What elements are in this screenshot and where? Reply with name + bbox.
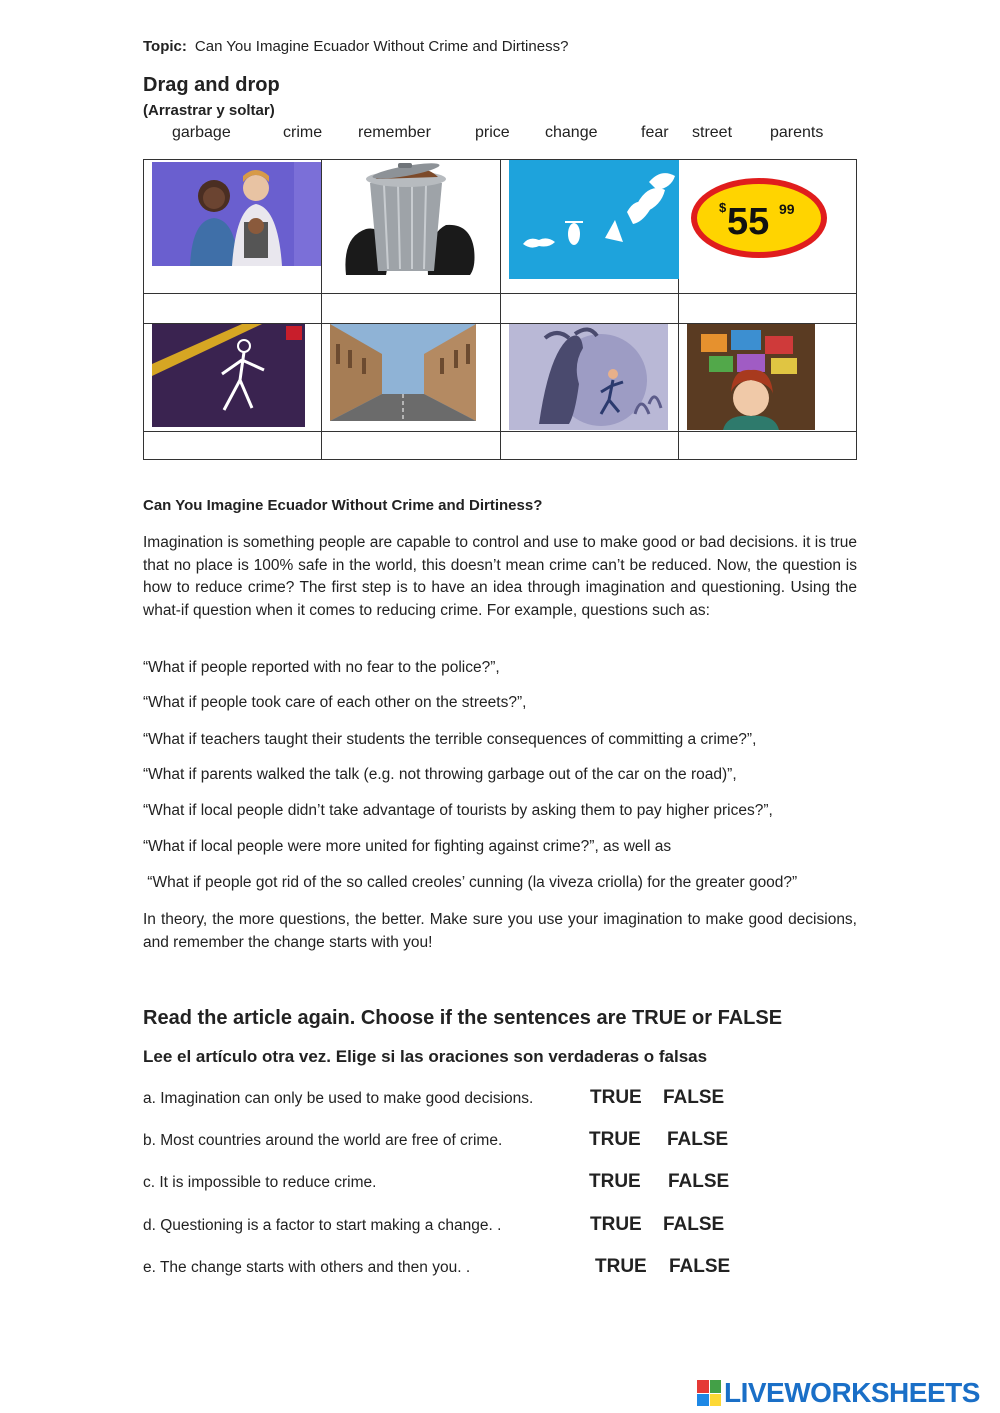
word-garbage[interactable]: garbage [172,124,231,141]
image-cell-parents [144,160,322,294]
word-fear[interactable]: fear [641,124,669,141]
price-tag-image [689,176,829,260]
question-4: “What if parents walked the talk (e.g. not throwing garbage out of the car on the road)”, [143,766,737,783]
liveworksheets-logo-text: LIVEWORKSHEETS [724,1377,980,1408]
statement-c: c. It is impossible to reduce crime. [143,1174,377,1191]
article-conclusion: In theory, the more questions, the better. Make sure you use your imagination to make good decisions, and remember the change starts with you! [143,911,857,951]
liveworksheets-logo [697,1377,980,1409]
drop-slot-3[interactable] [500,294,678,324]
liveworksheets-logo-icon [697,1380,721,1406]
image-cell-street [322,324,500,432]
word-crime[interactable]: crime [283,124,323,141]
question-6: “What if local people were more united for fighting against crime?”, as well as [143,838,672,855]
article-intro: Imagination is something people are capable to control and use to make good or bad decisions. it is true that no place is 100% safe in the world, this doesn’t mean crime can’t be reduced. Now, the question is how to reduce crime? The first step is to have an idea through imagination and questioning. Using the what-if question when it comes to reducing crime. For example, questions such as: [143,534,857,619]
question-2: “What if people took care of each other on the streets?”, [143,694,527,711]
topic-line [143,38,568,55]
image-cell-fear [500,324,678,432]
street-image [330,324,476,421]
statement-d: d. Questioning is a factor to start making a change. . [143,1217,502,1234]
exercise-title: Read the article again. Choose if the sentences are TRUE or FALSE [143,1007,783,1029]
true-option-a[interactable]: TRUE [590,1087,642,1108]
statement-a: a. Imagination can only be used to make good decisions. [143,1090,534,1107]
question-3: “What if teachers taught their students the terrible consequences of committing a crime?”, [143,731,757,748]
true-option-d[interactable]: TRUE [590,1214,642,1235]
question-5: “What if local people didn’t take advantage of tourists by asking them to pay higher prices?”, [143,802,773,819]
question-1: “What if people reported with no fear to the police?”, [143,659,500,676]
image-cell-crime [144,324,322,432]
drop-slot-5[interactable] [144,432,322,460]
drop-slot-8[interactable] [678,432,856,460]
price-dollar: $ [718,200,726,215]
crime-scene-image [152,324,305,427]
true-option-b[interactable]: TRUE [589,1129,641,1150]
drag-drop-subtitle: (Arrastrar y soltar) [143,102,275,119]
true-option-c[interactable]: TRUE [589,1171,641,1192]
price-cents: 99 [778,201,795,217]
topic-label: Topic: [143,38,187,55]
image-cell-remember [678,324,856,432]
image-cell-garbage [322,160,500,294]
drop-slot-7[interactable] [500,432,678,460]
memories-image [687,324,815,430]
question-7: “What if people got rid of the so called creoles’ cunning (la viveza criolla) for the greater good?” [143,874,798,891]
word-parents[interactable]: parents [770,124,824,141]
drop-slot-1[interactable] [144,294,322,324]
word-price[interactable]: price [475,124,510,141]
statement-e: e. The change starts with others and then you. . [143,1259,471,1276]
drag-drop-title: Drag and drop [143,74,280,96]
true-option-e[interactable]: TRUE [595,1256,647,1277]
word-remember[interactable]: remember [358,124,431,141]
exercise-subtitle: Lee el artículo otra vez. Elige si las oraciones son verdaderas o falsas [143,1047,708,1066]
word-street[interactable]: street [692,124,733,141]
word-change[interactable]: change [545,124,598,141]
image-match-table [143,159,857,460]
drop-slot-2[interactable] [322,294,500,324]
price-amount: 55 [726,201,770,243]
false-option-e[interactable]: FALSE [669,1256,731,1277]
image-cell-price [678,160,856,294]
false-option-c[interactable]: FALSE [668,1171,730,1192]
false-option-d[interactable]: FALSE [663,1214,725,1235]
drop-slot-4[interactable] [678,294,856,324]
topic-text: Can You Imagine Ecuador Without Crime and Dirtiness? [194,38,569,55]
article-title: Can You Imagine Ecuador Without Crime and Dirtiness? [143,497,543,514]
false-option-a[interactable]: FALSE [663,1087,725,1108]
fear-illustration [509,324,668,430]
trash-can-image [340,163,478,275]
image-cell-change [500,160,678,294]
family-illustration [152,162,321,266]
drop-slot-6[interactable] [322,432,500,460]
butterfly-metamorphosis-image [509,160,679,279]
false-option-b[interactable]: FALSE [667,1129,729,1150]
statement-b: b. Most countries around the world are free of crime. [143,1132,503,1149]
